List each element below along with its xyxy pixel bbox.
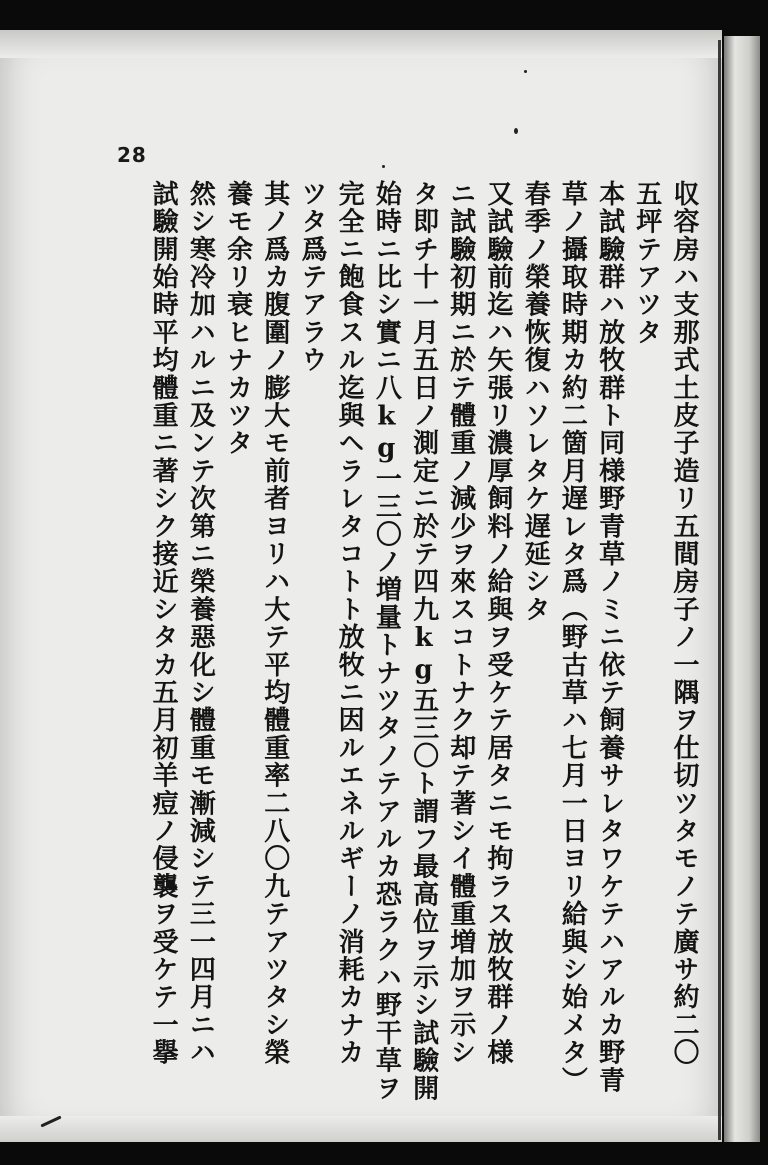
page-number: 28 bbox=[117, 143, 147, 167]
text-line-10: 完全ニ飽食スル迄與ヘラレタコトト放牧ニ因ルエネルギーノ消耗カナカ bbox=[334, 180, 365, 1067]
text-line-8: タ即チ十一月五日ノ測定ニ於テ四九kg五三〇ト謂フ最高位ヲ示シ試驗開 bbox=[408, 180, 439, 1103]
text-line-9: 始時ニ比シ實ニ八kg一三〇ノ増量トナツタノテアルカ恐ラクハ野干草ヲ bbox=[371, 180, 402, 1103]
text-line-12: 其ノ爲カ腹圍ノ膨大モ前者ヨリハ大テ平均體重率二八〇九テアツタシ榮 bbox=[259, 180, 290, 1067]
page-edge-shadow bbox=[718, 40, 721, 1140]
text-line-2: 五坪テアツタ bbox=[631, 180, 662, 347]
text-line-4: 草ノ攝取時期カ約二箇月遅レタ爲（野古草ハ七月一日ヨリ給與シ始メタ） bbox=[557, 180, 588, 1095]
text-line-14: 然シ寒冷加ハルニ及ンテ次第ニ榮養惡化シ體重モ漸減シテ三一四月ニハ bbox=[185, 180, 216, 1067]
text-line-7: ニ試驗初期ニ於テ體重ノ減少ヲ來スコトナク却テ著シイ體重増加ヲ示シ bbox=[445, 180, 476, 1067]
text-line-13: 養モ余リ衰ヒナカツタ bbox=[222, 180, 253, 457]
text-line-1: 収容房ハ支那式土皮子造リ五間房子ノ一隅ヲ仕切ツタモノテ廣サ約二〇 bbox=[669, 180, 699, 1067]
paper-speck bbox=[514, 128, 518, 134]
text-line-15: 試驗開始時平均體重ニ著シク接近シタカ五月初羊痘ノ侵襲ヲ受ケテ一擧 bbox=[148, 180, 179, 1067]
text-line-5: 春季ノ榮養恢復ハソレタケ遅延シタ bbox=[520, 180, 551, 624]
text-line-11: ツタ爲テアラウ bbox=[296, 180, 327, 374]
paper-speck bbox=[382, 165, 385, 168]
text-line-3: 本試驗群ハ放牧群ト同様野青草ノミニ依テ飼養サレタワケテハアルカ野青 bbox=[594, 180, 625, 1095]
book-fore-edge bbox=[724, 36, 760, 1142]
paper-speck bbox=[524, 70, 527, 73]
text-line-6: 又試驗前迄ハ矢張リ濃厚飼料ノ給與ヲ受ケテ居タニモ拘ラス放牧群ノ様 bbox=[482, 180, 513, 1067]
vertical-body-text bbox=[130, 180, 702, 1103]
